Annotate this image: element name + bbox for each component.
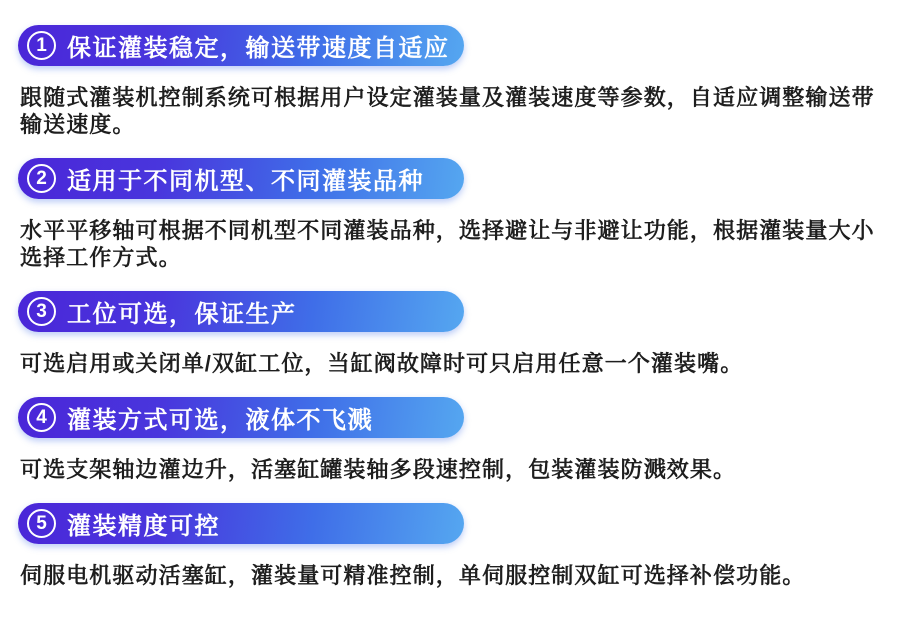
feature-section-2 bbox=[18, 158, 886, 271]
feature-description: 可选支架轴边灌边升，活塞缸罐装轴多段速控制，包装灌装防溅效果。 bbox=[20, 457, 737, 482]
feature-section-1 bbox=[18, 25, 886, 138]
feature-badge-1 bbox=[18, 25, 464, 66]
feature-description: 可选启用或关闭单/双缸工位，当缸阀故障时可只启用任意一个灌装嘴。 bbox=[20, 351, 744, 376]
feature-badge-5 bbox=[18, 503, 464, 544]
feature-section-3 bbox=[18, 291, 886, 377]
feature-description: 跟随式灌装机控制系统可根据用户设定灌装量及灌装速度等参数，自适应调整输送带输送速度。 bbox=[20, 85, 875, 137]
feature-number-badge: 2 bbox=[27, 164, 56, 193]
feature-number-badge: 4 bbox=[27, 403, 56, 432]
feature-title: 灌装方式可选，液体不飞溅 bbox=[67, 407, 373, 434]
feature-title: 灌装精度可控 bbox=[67, 513, 220, 540]
feature-description: 水平平移轴可根据不同机型不同灌装品种，选择避让与非避让功能，根据灌装量大小选择工作方式。 bbox=[20, 218, 875, 270]
feature-description: 伺服电机驱动活塞缸，灌装量可精准控制，单伺服控制双缸可选择补偿功能。 bbox=[20, 563, 806, 588]
feature-title: 工位可选，保证生产 bbox=[67, 301, 297, 328]
feature-title: 保证灌装稳定，输送带速度自适应 bbox=[67, 35, 450, 62]
feature-title: 适用于不同机型、不同灌装品种 bbox=[67, 168, 424, 195]
feature-badge-2 bbox=[18, 158, 464, 199]
feature-section-5 bbox=[18, 503, 886, 589]
feature-badge-3 bbox=[18, 291, 464, 332]
feature-number-badge: 5 bbox=[27, 509, 56, 538]
feature-number-badge: 3 bbox=[27, 297, 56, 326]
feature-badge-4 bbox=[18, 397, 464, 438]
feature-number-badge: 1 bbox=[27, 31, 56, 60]
feature-section-4 bbox=[18, 397, 886, 483]
